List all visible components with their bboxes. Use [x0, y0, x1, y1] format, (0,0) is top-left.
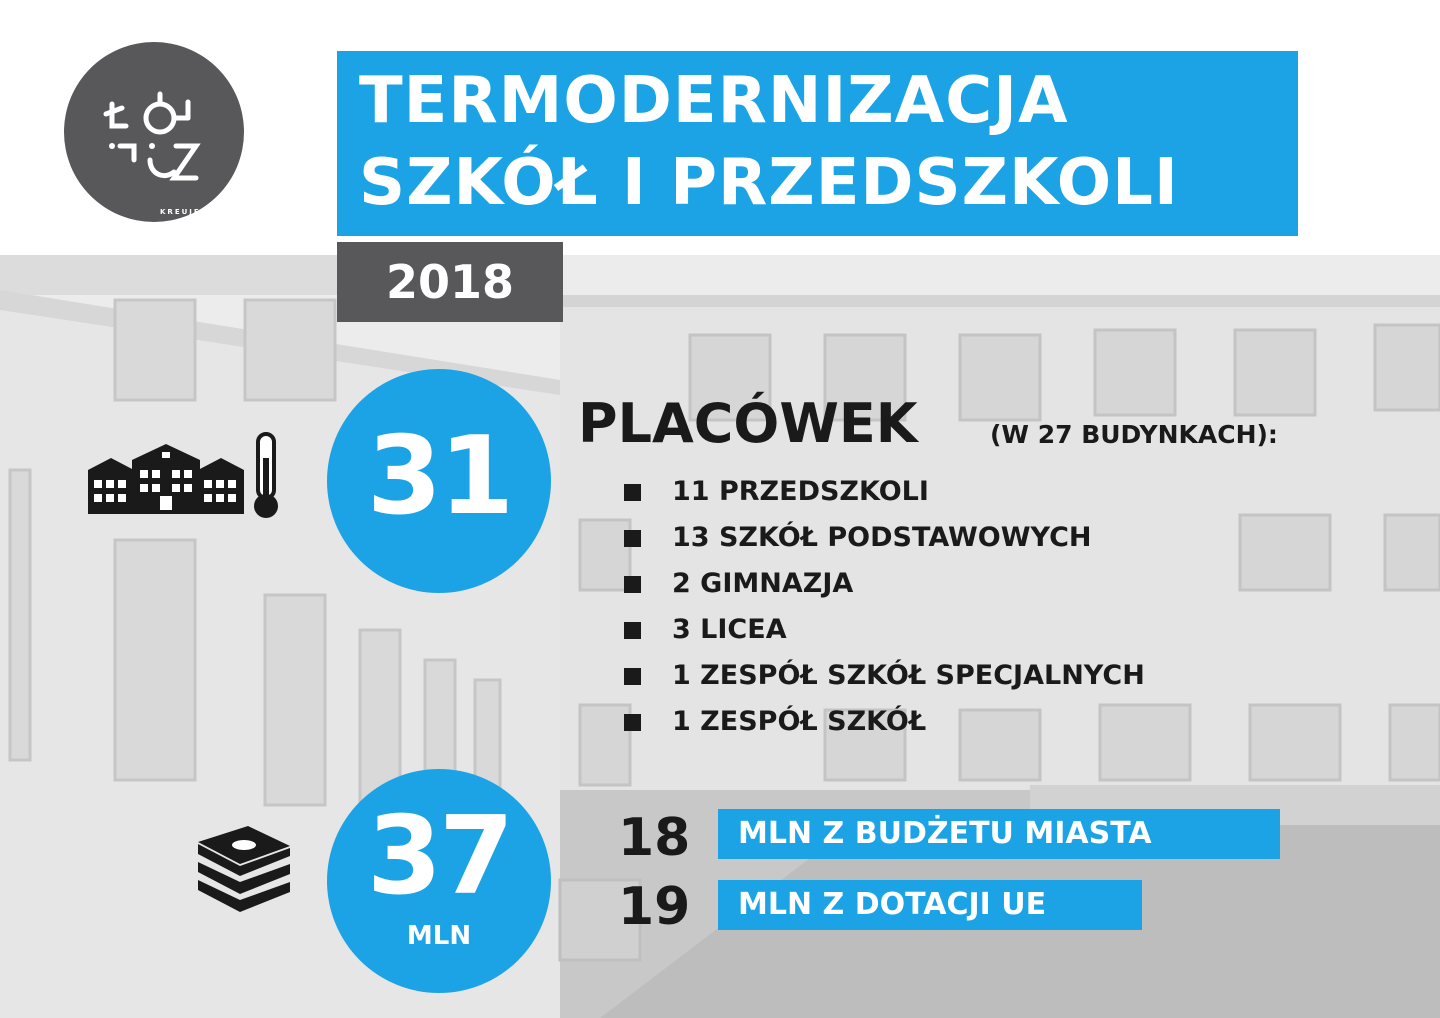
title-banner — [337, 51, 1298, 236]
bullet-square-icon — [624, 668, 641, 685]
list-item-text: 11 PRZEDSZKOLI — [672, 476, 929, 507]
facilities-heading: PLACÓWEK — [578, 392, 918, 455]
year-badge — [337, 242, 563, 322]
funding-unit: MLN — [406, 921, 472, 951]
list-item-text: 13 SZKÓŁ PODSTAWOWYCH — [672, 522, 1092, 553]
facilities-note: (W 27 BUDYNKACH): — [990, 420, 1278, 449]
thermometer-icon — [252, 432, 280, 522]
list-item-text: 3 LICEA — [672, 614, 787, 645]
year-text: 2018 — [385, 255, 515, 309]
funding-total: 37 — [366, 794, 512, 919]
list-item-text: 2 GIMNAZJA — [672, 568, 854, 599]
funding-amount: 19 — [618, 877, 691, 937]
money-stack-icon — [196, 826, 292, 914]
funding-label: MLN Z DOTACJI UE — [738, 887, 1047, 922]
funding-amount: 18 — [618, 808, 691, 868]
bullet-square-icon — [624, 714, 641, 731]
city-logo — [64, 42, 244, 222]
bullet-square-icon — [624, 576, 641, 593]
logo-caption: KREUJE — [160, 208, 201, 216]
bullet-square-icon — [624, 530, 641, 547]
bullet-square-icon — [624, 622, 641, 639]
funding-total-circle — [327, 769, 551, 993]
list-item-text: 1 ZESPÓŁ SZKÓŁ — [672, 706, 927, 737]
funding-label-bar — [718, 809, 1280, 859]
list-item-text: 1 ZESPÓŁ SZKÓŁ SPECJALNYCH — [672, 660, 1145, 691]
funding-label-bar — [718, 880, 1142, 930]
title-line-2: SZKÓŁ I PRZEDSZKOLI — [359, 146, 1179, 220]
bullet-square-icon — [624, 484, 641, 501]
facilities-count: 31 — [366, 414, 512, 539]
facilities-count-circle — [327, 369, 551, 593]
title-line-1: TERMODERNIZACJA — [359, 64, 1069, 138]
school-building-icon — [88, 442, 244, 514]
lodz-kreuje-logo-mark — [64, 42, 244, 222]
funding-label: MLN Z BUDŻETU MIASTA — [738, 816, 1152, 851]
